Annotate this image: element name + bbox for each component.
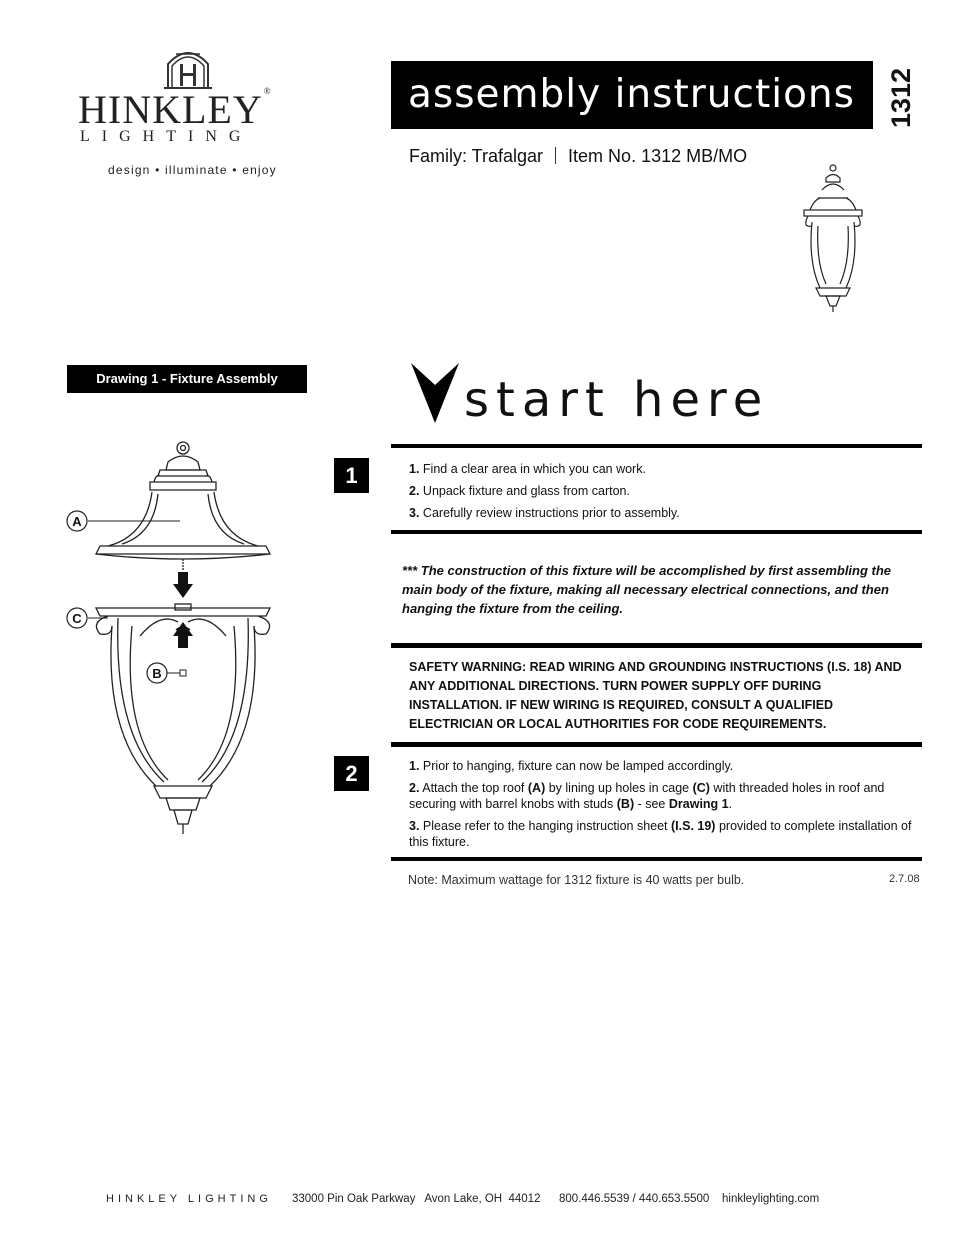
start-arrow-icon <box>411 363 459 425</box>
step-2-badge: 2 <box>334 756 369 791</box>
divider <box>391 444 922 448</box>
separator <box>555 147 556 164</box>
brand-tagline: design • illuminate • enjoy <box>108 163 277 177</box>
fixture-thumbnail-icon <box>798 162 868 317</box>
list-item: 3. Please refer to the hanging instruction sheet (I.S. 19) provided to complete installation of this fixture. <box>409 819 912 849</box>
step-1-badge: 1 <box>334 458 369 493</box>
family-line <box>409 146 747 167</box>
callout-c-label: C <box>72 611 82 626</box>
family-name: Family: Trafalgar <box>409 146 544 166</box>
hinkley-logo-icon <box>160 44 216 90</box>
divider <box>391 530 922 534</box>
list-item: 1. Find a clear area in which you can work. <box>409 462 646 476</box>
brand-name: HINKLEY® <box>78 86 272 132</box>
callout-a-label: A <box>72 514 82 529</box>
item-code-vertical: 1312 <box>886 67 916 128</box>
divider <box>391 643 922 648</box>
step-2-list <box>409 758 923 856</box>
list-item: 2. Attach the top roof (A) by lining up holes in cage (C) with threaded holes in roof and securing with barrel knobs with studs (B) - see Drawing 1. <box>409 781 885 811</box>
item-number: Item No. 1312 MB/MO <box>568 146 748 166</box>
safety-warning: SAFETY WARNING: READ WIRING AND GROUNDING INSTRUCTIONS (I.S. 18) AND ANY ADDITIONAL DIRECTIONS. TURN POWER SUPPLY OFF DURING INSTALLATION. IF NEW WIRING IS REQUIRED, CONSULT A QUALIFIED ELECTRICIAN OR LOCAL AUTHORITIES FOR CODE REQUIREMENTS. <box>409 660 902 731</box>
registered-mark: ® <box>263 86 272 96</box>
divider <box>391 742 922 747</box>
footer-phone: 800.446.5539 / 440.653.5500 <box>559 1193 710 1205</box>
callout-b-label: B <box>152 666 162 681</box>
list-item: 1. Prior to hanging, fixture can now be lamped accordingly. <box>409 759 734 773</box>
date-code: 2.7.08 <box>889 873 920 885</box>
divider <box>391 857 922 861</box>
wattage-note: Note: Maximum wattage for 1312 fixture is 40 watts per bulb. <box>408 873 745 887</box>
footer-brand: HINKLEY LIGHTING <box>106 1193 272 1205</box>
step-1-list <box>409 461 923 527</box>
footer-address: 33000 Pin Oak Parkway Avon Lake, OH 44012 <box>292 1193 541 1205</box>
brand-subtitle: LIGHTING <box>80 128 253 145</box>
drawing-label: Drawing 1 - Fixture Assembly <box>67 365 307 393</box>
construction-note: *** The construction of this fixture will be accomplished by first assembling the main body of the fixture, making all necessary electrical connections, and then hanging the fixture from the ceiling. <box>402 563 892 616</box>
page-title: assembly instructions <box>391 61 873 129</box>
list-item: 3. Carefully review instructions prior to assembly. <box>409 506 680 520</box>
footer-website-link[interactable]: hinkleylighting.com <box>722 1193 820 1205</box>
fixture-assembly-drawing <box>60 436 290 850</box>
start-here-heading: start here <box>464 372 770 428</box>
list-item: 2. Unpack fixture and glass from carton. <box>409 484 630 498</box>
